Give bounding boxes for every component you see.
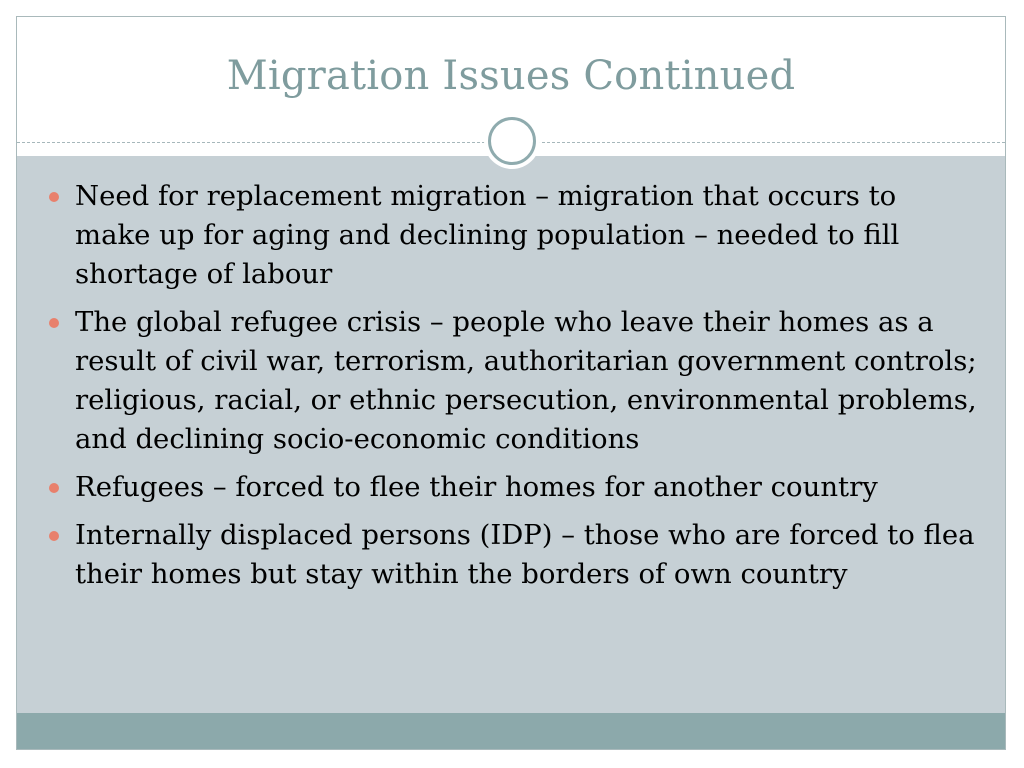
slide-title: Migration Issues Continued — [226, 53, 796, 99]
bullet-text: The global refugee crisis – people who leave their homes as a result of civil war, terrorism, authoritarian government controls; religious, racial, or ethnic persecution, environmental problems, and declining socio-economic conditions — [75, 306, 977, 455]
bullet-item-refugees — [47, 468, 977, 507]
bullet-text: Need for replacement migration – migration that occurs to make up for aging and declining population – needed to fill shortage of labour — [75, 180, 900, 290]
round-bullet-icon — [49, 318, 59, 328]
round-bullet-icon — [49, 531, 59, 541]
bullet-item-idp — [47, 516, 977, 594]
round-bullet-icon — [49, 192, 59, 202]
content-area — [17, 156, 1005, 715]
bullet-item-refugee-crisis — [47, 303, 977, 459]
circle-ornament-icon — [484, 113, 540, 169]
bullet-list — [47, 177, 977, 603]
round-bullet-icon — [49, 483, 59, 493]
bullet-item-replacement-migration — [47, 177, 977, 294]
bullet-text: Internally displaced persons (IDP) – those who are forced to flea their homes but stay within the borders of own country — [75, 519, 975, 590]
footer-bar — [17, 713, 1005, 749]
bullet-text: Refugees – forced to flee their homes for another country — [75, 471, 878, 503]
slide — [16, 16, 1006, 750]
ornament-ring — [488, 117, 536, 165]
